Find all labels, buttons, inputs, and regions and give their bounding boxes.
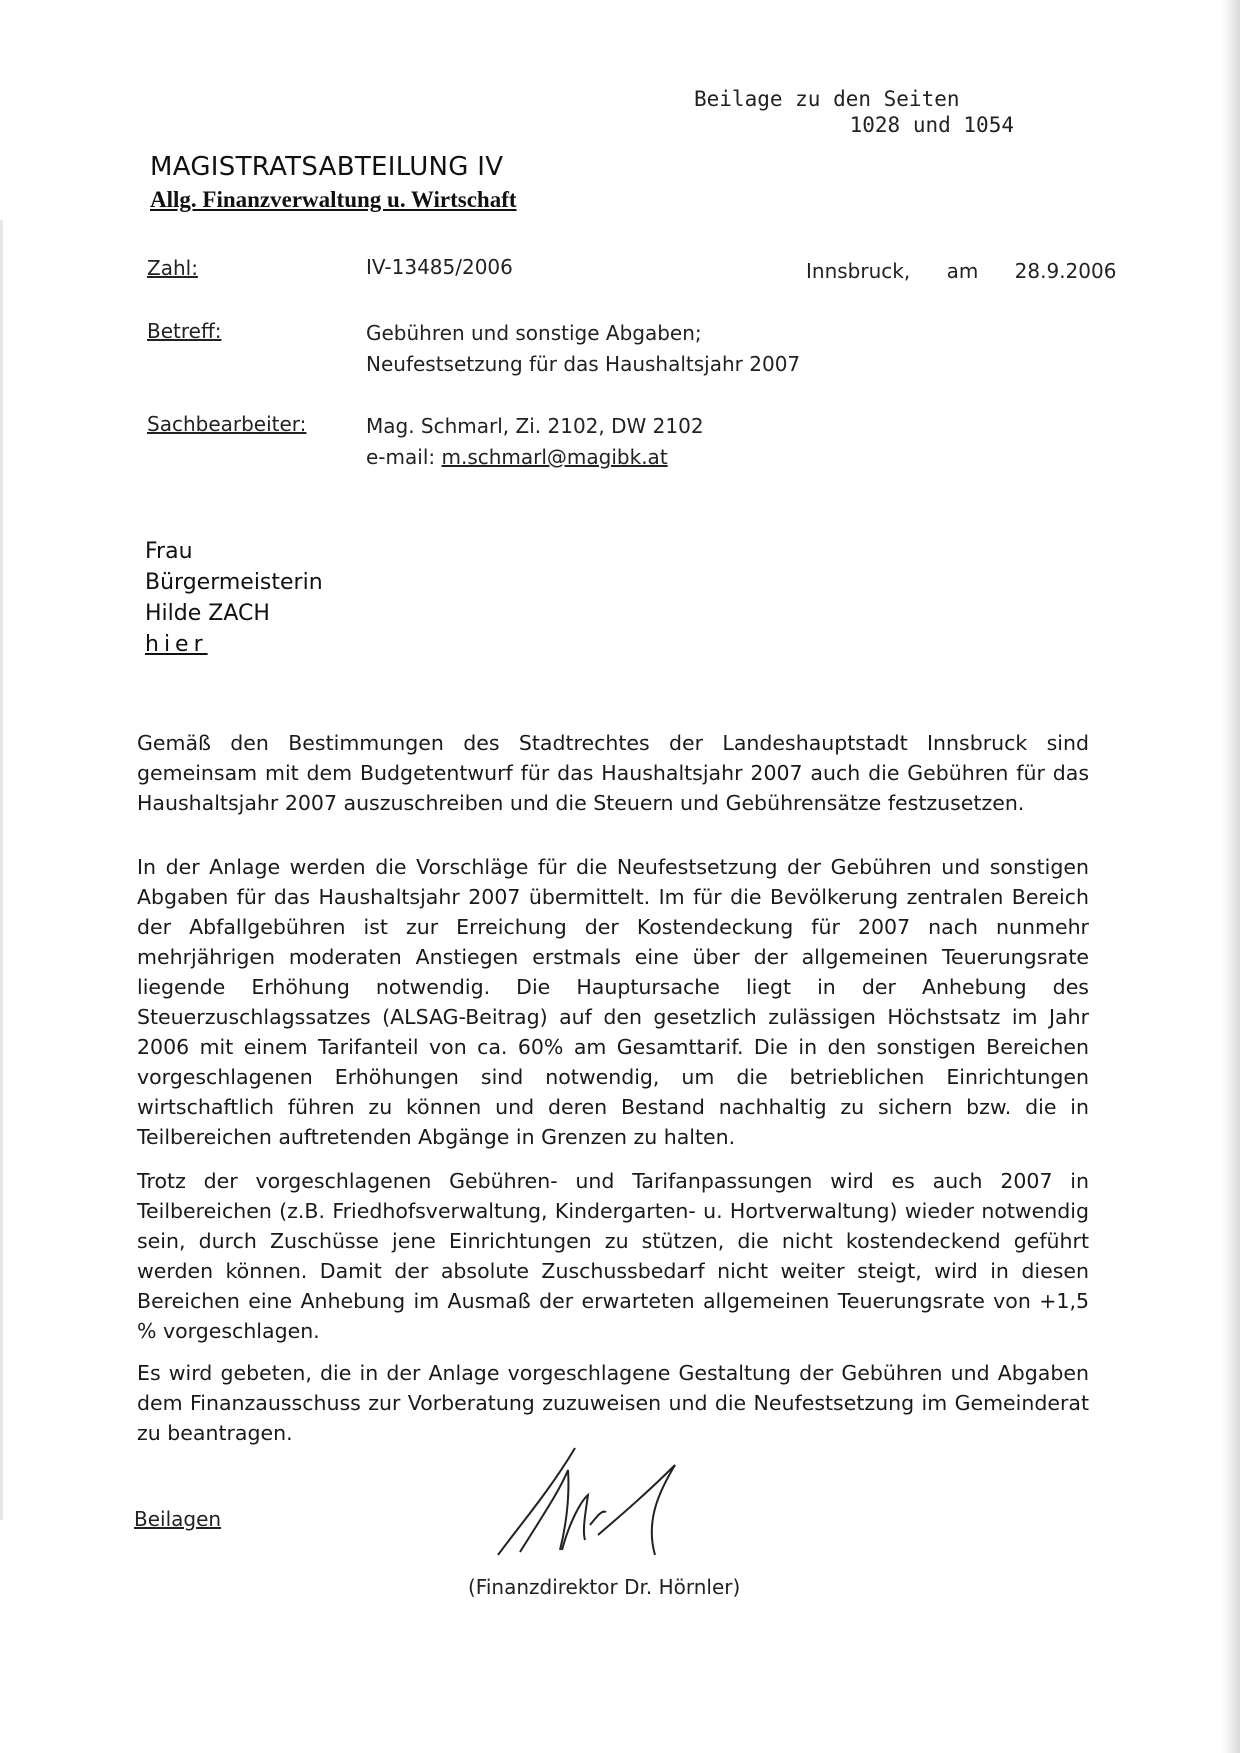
signer-name: (Finanzdirektor Dr. Hörnler) (468, 1575, 741, 1599)
date-value: 28.9.2006 (1014, 259, 1117, 283)
department-subtitle: Allg. Finanzverwaltung u. Wirtschaft (150, 187, 517, 212)
recipient-line-2: Bürgermeisterin (145, 570, 323, 595)
body-paragraph-2: In der Anlage werden die Vorschläge für die Neufestsetzung der Gebühren und sonstigen Abgaben für das Haushaltsjahr 2007 übermittelt. Im für die Bevölkerung zentralen Bereich der Abfallgebühren ist zur Erreichung der Kostendeckung für 2007 nach nunmehr mehrjährigen moderaten Anstiegen erstmals eine über der allgemeinen Teuerungsrate liegende Erhöhung notwendig. Die Hauptursache liegt in der Anhebung des Steuerzuschlagssatzes (ALSAG-Beitrag) auf den gesetzlich zulässigen Höchstsatz im Jahr 2006 mit einem Tarifanteil von ca. 60% am Gesamttarif. Die in den sonstigen Bereichen vorgeschlagenen Erhöhungen sind notwendig, um die betrieblichen Einrichtungen wirtschaftlich führen zu können und deren Bestand nachhaltig zu sichern bzw. die in Teilbereichen auftretenden Abgänge in Grenzen zu halten. (137, 855, 1089, 1149)
betreff-line-1: Gebühren und sonstige Abgaben; (366, 321, 702, 345)
email-prefix: e-mail: (366, 445, 436, 469)
betreff-label: Betreff: (147, 319, 222, 343)
sachbearbeiter-value (366, 411, 704, 473)
recipient-line-1: Frau (145, 539, 193, 564)
scan-edge-right (1222, 0, 1240, 1753)
sachbearbeiter-line-1: Mag. Schmarl, Zi. 2102, DW 2102 (366, 414, 704, 438)
email-link[interactable]: m.schmarl@magibk.at (441, 445, 668, 469)
betreff-value (366, 318, 800, 380)
beilage-line-2: 1028 und 1054 (849, 113, 1014, 137)
signature-image (490, 1440, 720, 1565)
date-place: Innsbruck, (806, 259, 911, 283)
beilage-line-1: Beilage zu den Seiten (694, 87, 960, 111)
sachbearbeiter-label: Sachbearbeiter: (147, 412, 307, 436)
beilagen-label: Beilagen (134, 1507, 222, 1531)
body-paragraph-1: Gemäß den Bestimmungen des Stadtrechtes der Landeshauptstadt Innsbruck sind gemeinsam mit dem Budgetentwurf für das Haushaltsjahr 2007 auch die Gebühren für das Haushaltsjahr 2007 auszuschreiben und die Steuern und Gebührensätze festzusetzen. (137, 731, 1089, 815)
recipient-line-4: hier (145, 632, 208, 657)
zahl-label: Zahl: (147, 256, 198, 280)
sachbearbeiter-line-2 (366, 442, 704, 473)
scan-edge-left (0, 220, 3, 1520)
betreff-line-2: Neufestsetzung für das Haushaltsjahr 2007 (366, 352, 801, 376)
date-line (806, 259, 1116, 283)
body-paragraph-4: Es wird gebeten, die in der Anlage vorgeschlagene Gestaltung der Gebühren und Abgaben dem Finanzausschuss zur Vorberatung zuzuweisen und die Neufestsetzung im Gemeinderat zu beantragen. (137, 1361, 1089, 1445)
recipient-line-3: Hilde ZACH (145, 601, 270, 626)
department-title: MAGISTRATSABTEILUNG IV (150, 152, 504, 182)
beilage-note (694, 86, 1014, 138)
zahl-value: IV-13485/2006 (366, 255, 513, 279)
date-am: am (946, 259, 979, 283)
recipient-block (145, 536, 323, 660)
body-paragraph-3: Trotz der vorgeschlagenen Gebühren- und Tarifanpassungen wird es auch 2007 in Teilbereichen (z.B. Friedhofsverwaltung, Kindergarten- u. Hortverwaltung) wieder notwendig sein, durch Zuschüsse jene Einrichtungen zu stützen, die nicht kostendeckend geführt werden können. Damit der absolute Zuschussbedarf nicht weiter steigt, wird in diesen Bereichen eine Anhebung im Ausmaß der erwarteten allgemeinen Teuerungsrate von +1,5 % vorgeschlagen. (137, 1169, 1089, 1343)
